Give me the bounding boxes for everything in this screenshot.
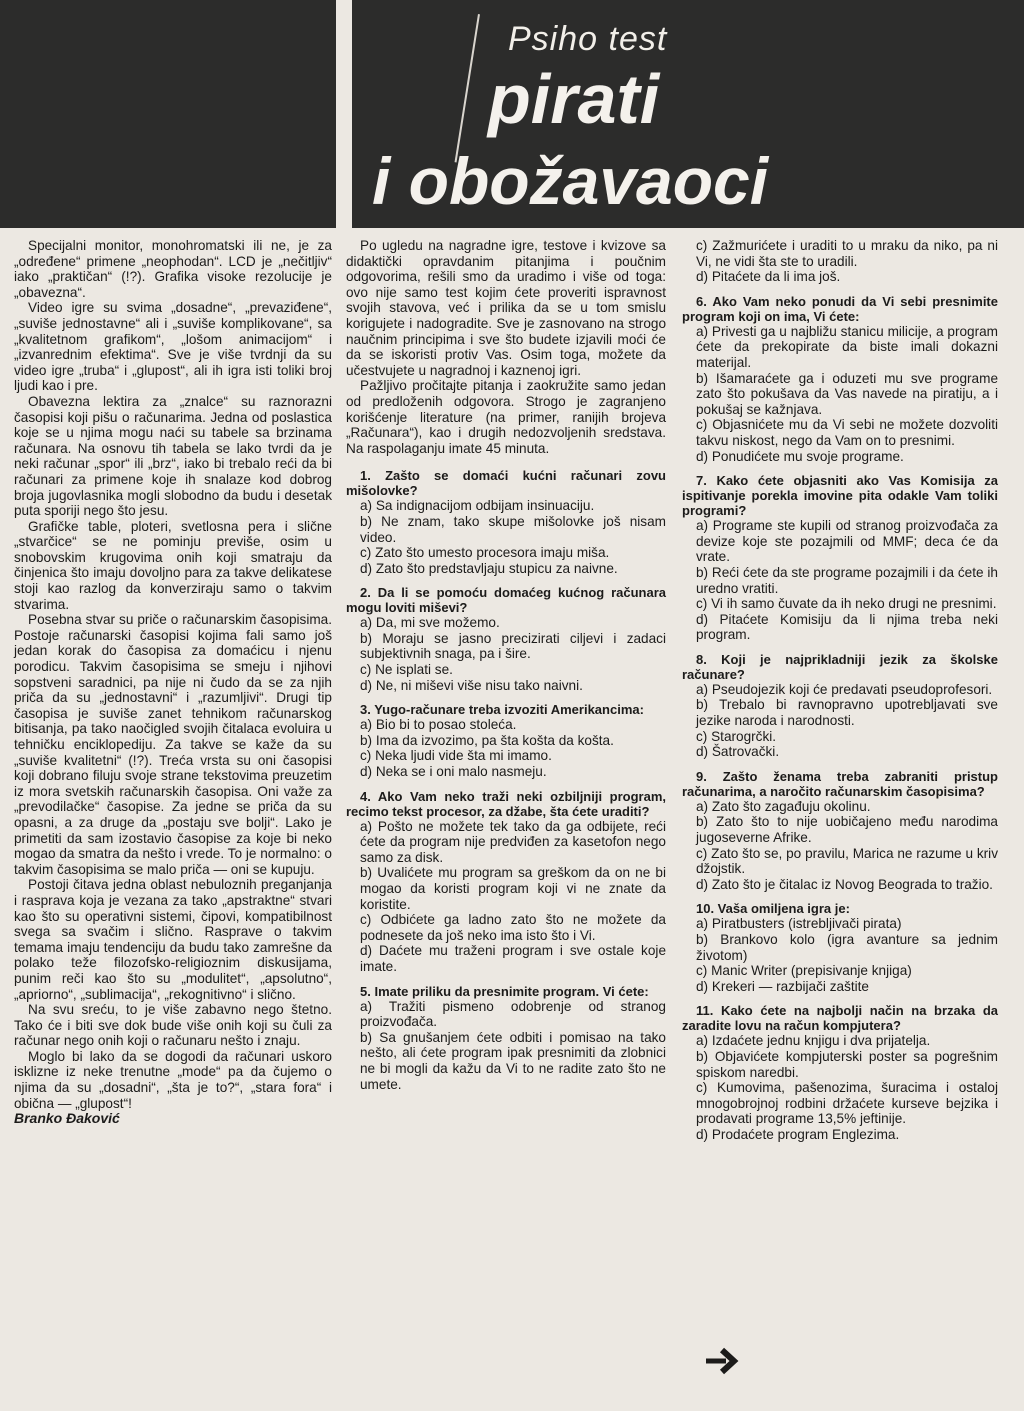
headline-line-2: i obožavaoci <box>372 144 769 218</box>
answer-option: d) Šatrovački. <box>696 744 780 760</box>
answer-option: c) Manic Writer (prepisivanje knjiga) <box>696 963 912 979</box>
question-block <box>682 1003 998 1142</box>
question-block <box>682 769 998 893</box>
answer-option: d) Daćete mu traženi program i sve ostale koje imate. <box>360 943 666 974</box>
answer-option: a) Tražiti pismeno odobrenje od stranog proizvođača. <box>360 998 666 1030</box>
answer-option: a) Pošto ne možete tek tako da ga odbijete, reći ćete da program nije predviđen za kasetofon nego samo za disk. <box>360 818 666 865</box>
answer-option: d) Zato što predstavljaju stupicu za naivne. <box>360 560 618 576</box>
question-title: 3. Yugo-računare treba izvoziti Amerikancima: <box>360 702 644 718</box>
answer-option: d) Prodaćete program Englezima. <box>696 1126 900 1142</box>
column-right <box>682 238 998 1152</box>
paragraph: Specijalni monitor, monohromatski ili ne, je za „određene“ primene „neophodan“. LCD je „nečitljiv“ iako „praktičan“ (!?). Grafika visoke rezolucije je „obavezna“. <box>14 238 332 300</box>
column-middle <box>346 238 666 1101</box>
answer-option: c) Kumovima, pašenozima, šuracima i ostaloj mnogobrojnoj rodbini držaćete kurseve bejzika i prodavati programe 13,5% jeftinije. <box>696 1080 998 1127</box>
intro-paragraph: Po ugledu na nagradne igre, testove i kvizove sa didaktički opravdanim pitanjima i poučnim odgovorima, rešili smo da uradimo i više od toga: ovo nije samo test kojim ćete proveriti ispravnost svojih stavova, već i prilika da se u tom smislu korigujete i nadogradite. Sve je zasnovano na strogo naučnim principima i sve što budete izjavili moći će da se iskoristi protiv Vas. Osim toga, možete da učestvujete u nagradnoj i kaznenoj igri. <box>346 238 666 378</box>
answer-option: b) Moraju se jasno precizirati ciljevi i zadaci subjektivnih snaga, pa i šire. <box>360 630 666 662</box>
paragraph: Video igre su svima „dosadne“, „prevaziđene“, „suviše jednostavne“ ali i „suviše komplikovane“, sa „kvalitetnom grafikom“, „lošom animacijom“ i „izvanrednim efektima“. Sve je više tvrdnji da su video igre „truba“ i „glupost“, ali ih igra isti toliki broj ljudi kao i pre. <box>14 300 332 394</box>
answer-option: c) Zažmurićete i uraditi to u mraku da niko, pa ni Vi, ne vidi šta ste to uradili. <box>696 238 998 269</box>
answer-option: c) Zato što umesto procesora imaju miša. <box>360 545 610 561</box>
question-block <box>346 702 666 779</box>
paragraph: Postoji čitava jedna oblast nebuloznih preganjanja i rasprava koja je vezana za tako „apstraktne“ stvari kao što su operativni sistemi, čipovi, kompatibilnost svega sa svačim i slično. Rasprave o takvim temama imaju tendenciju da budu tako zamrešne da polako teže filozofsko-religioznim diskusijama, punim reči kao što su „modulitet“, „apsolutno“, „apriorno“, „sublimacija“, „rekognitivno“ i slično. <box>14 877 332 1002</box>
answer-option: d) Pitaćete da li ima još. <box>696 269 841 285</box>
answer-option: a) Privesti ga u najbližu stanicu milicije, a program ćete da prekopirate da biste imali dokazni materijal. <box>696 323 998 370</box>
paragraph: Grafičke table, ploteri, svetlosna pera i slične „stvarčice“ se ne pominju previše, osim u snobovskim krugovima onih koji smatraju da činjenica što imaju dovoljno para za takve delikatese stoji kao razlog da konverziraju samo o takvim stvarima. <box>14 518 332 612</box>
answer-option: c) Zato što se, po pravilu, Marica ne razume u kriv džojstik. <box>696 845 998 877</box>
answer-option: d) Ne, ni miševi više nisu tako naivni. <box>360 677 583 693</box>
paragraph: Obavezna lektira za „znalce“ su raznorazni časopisi koji pišu o računarima. Jedna od poslastica koje se u njima mogu naći su tabele sa brzinama računara. Na osnovu tih tabela se lako tvrdi da je neki računar „spor“ ili „brz“, iako bi trebalo reći da bi računari za primene koje ih snalaze kod dobrog broja jugovlasnika mogli slobodno da budu i desetak puta sporiji nego što jesu. <box>14 393 332 519</box>
question-block <box>346 585 666 693</box>
answer-option: b) Uvalićete mu program sa greškom da on ne bi mogao da koristi program koji vi ne znate da koristite. <box>360 865 666 912</box>
question-title: 4. Ako Vam neko traži neki ozbiljniji program, recimo tekst procesor, za džabe, šta ćete uraditi? <box>346 788 666 819</box>
paragraph: Moglo bi lako da se dogodi da računari uskoro isklizne iz neke trenutne „mode“ pa da čujemo o njima da su „dosadni“, „šta je to?“, „stara fora“ i obična — „glupost“! <box>14 1048 332 1111</box>
paragraph: Posebna stvar su priče o računarskim časopisima. Postoje računarski časopisi kojima fali samo još jedan korak do časopisa za domaćicu i njenu porodicu. Takvim časopisima se smeju i njihovi sopstveni saradnici, pa nije ni čudo da se za njih priča da su „jednostavni“ i „razumljivi“. Drugi tip časopisa je suviše zanet tehnikom računarskog bitisanja, pa tako naočigled svojih čitalaca evoluira u tehničku enciklopediju. Za takve se kaže da su „suviše kvalitetni“ (!?). Treća vrsta su oni časopisi koji dobrano filuju svoje strane tekstovima preuzetim iz mora svetskih računarskih časopisa. Oni važe za „prevodilačke“ časopise. Za jedne se priča da su opasni, a za druge da „postaju sve bolji“. Lako je primetiti da sam izostavio časopise za koje bi neko mogao da smatra da nešto i vrede. To je normalno: o takvim časopisima se malo priča — oni se kupuju. <box>14 612 332 877</box>
paragraph: Na svu sreću, to je više zabavno nego štetno. Tako će i biti sve dok bude više onih koji su čuli za računar nego onih koji o računaru nešto i znaju. <box>14 1002 332 1049</box>
answer-option: c) Starogrčki. <box>696 728 777 744</box>
question-block <box>682 652 998 760</box>
question-list <box>682 294 998 1143</box>
answer-option: b) Sa gnušanjem ćete odbiti i pomisao na tako nešto, ali ćete program ipak presnimiti da zlobnici ne bi mogli da kažu da Vi to ne radite zato što ne umete. <box>360 1029 666 1092</box>
question-block <box>682 294 998 464</box>
answer-option: d) Neka se i oni malo nasmeju. <box>360 764 547 780</box>
answer-option: a) Sa indignacijom odbijam insinuaciju. <box>360 498 595 514</box>
question-block <box>346 468 666 576</box>
answer-option: d) Zato što je čitalac iz Novog Beograda to tražio. <box>696 876 993 892</box>
question-block <box>346 789 666 975</box>
answer-option: b) Reći ćete da ste programe pozajmili i da ćete ih uredno vratiti. <box>696 564 998 596</box>
answer-option: b) Objavićete kompjuterski poster sa pogrešnim spiskom naredbi. <box>696 1048 998 1080</box>
answer-option: c) Vi ih samo čuvate da ih neko drugi ne presnimi. <box>696 596 997 612</box>
question-title: 11. Kako ćete na najbolji način na brzaka da zaradite lovu na račun kompjutera? <box>682 1003 998 1034</box>
question-block <box>682 901 998 994</box>
question-title: 5. Imate priliku da presnimite program. Vi ćete: <box>360 983 649 999</box>
answer-option: a) Pseudojezik koji će predavati pseudoprofesori. <box>696 681 993 697</box>
answer-option: a) Izdaćete jednu knjigu i dva prijatelja. <box>696 1033 931 1049</box>
question-list <box>346 468 666 1092</box>
answer-option: b) Ne znam, tako skupe mišolovke još nisam video. <box>360 513 666 545</box>
answer-option: a) Programe ste kupili od stranog proizvođača za devize koje ste pozajmili od MMF; deca će da vrate. <box>696 518 998 565</box>
answer-option: c) Objasnićete mu da Vi sebi ne možete dozvoliti takvu niskost, nego da Vam on to presnimi. <box>696 417 998 448</box>
answer-option: b) Trebalo bi ravnopravno upotrebljavati sve jezike naroda i narodnosti. <box>696 697 998 729</box>
answer-option: a) Da, mi sve možemo. <box>360 615 500 631</box>
answer-option: a) Piratbusters (istrebljivači pirata) <box>696 916 902 932</box>
question-title: 10. Vaša omiljena igra je: <box>696 901 850 917</box>
arrow-right-icon <box>704 1346 740 1376</box>
header-dark-block-left <box>0 0 336 228</box>
answer-option: b) Išamaraćete ga i oduzeti mu sve programe zato što pokušava da Vas navede na piratiju, a i pokušaj se kažnjava. <box>696 370 998 417</box>
question-block <box>346 984 666 1093</box>
answer-option: c) Ne isplati se. <box>360 662 453 678</box>
answer-option: c) Odbićete ga ladno zato što ne možete da podnesete da još neko ima isto što i Vi. <box>360 912 666 943</box>
headline-line-1: pirati <box>488 60 660 138</box>
intro-paragraph: Pažljivo pročitajte pitanja i zaokružite samo jedan od predloženih odgovora. Strogo je zagranjeno korišćenje literature (na primer, ranijih brojeva „Računara“), kao i drugih nedozvoljenih sredstava. Na raspolaganju imate 45 minuta. <box>346 378 666 456</box>
question-title: 8. Koji je najprikladniji jezik za školske računare? <box>682 651 998 682</box>
answer-option: a) Zato što zagađuju okolinu. <box>696 798 871 814</box>
answer-option: b) Ima da izvozimo, pa šta košta da košta. <box>360 732 614 748</box>
question-title: 1. Zašto se domaći kućni računari zovu mišolovke? <box>346 468 666 499</box>
question-title: 9. Zašto ženama treba zabraniti pristup računarima, a naročito računarskim časopisima? <box>682 768 998 799</box>
answer-option: c) Neka ljudi vide šta mi imamo. <box>360 748 552 764</box>
answer-option: a) Bio bi to posao stoleća. <box>360 717 517 733</box>
question-block <box>682 473 998 643</box>
column-left <box>14 238 332 1127</box>
answer-option: b) Zato što to nije uobičajeno među narodima jugoseverne Afrike. <box>696 814 998 846</box>
header-kicker: Psiho test <box>508 20 668 58</box>
author-byline: Branko Đaković <box>14 1110 120 1127</box>
answer-option: b) Brankovo kolo (igra avanture sa jednim životom) <box>696 932 998 963</box>
answer-option: d) Krekeri — razbijači zaštite <box>696 978 869 994</box>
answer-option: d) Ponudićete mu svoje programe. <box>696 448 904 464</box>
answer-option: d) Pitaćete Komisiju da li njima treba neki program. <box>696 611 998 643</box>
question-title: 6. Ako Vam neko ponudi da Vi sebi presnimite program koji on ima, Vi ćete: <box>682 293 998 324</box>
question-title: 7. Kako ćete objasniti ako Vas Komisija za ispitivanje porekla imovine pita odakle Vam toliki programi? <box>682 473 998 519</box>
question-title: 2. Da li se pomoću domaćeg kućnog računara mogu loviti miševi? <box>346 585 666 616</box>
